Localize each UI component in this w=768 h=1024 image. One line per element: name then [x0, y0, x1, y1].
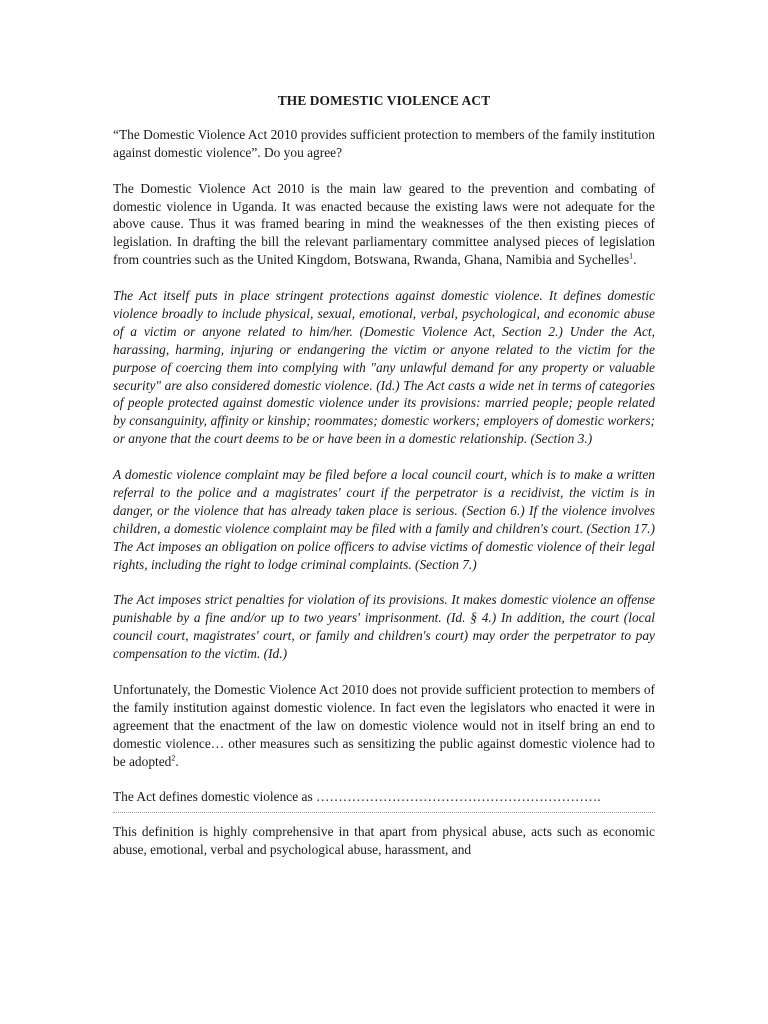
unfortunately-paragraph: [113, 681, 655, 771]
definition-line: The Act defines domestic violence as ……………………………………………………….: [113, 789, 601, 805]
intro-text: The Domestic Violence Act 2010 is the main law geared to the prevention and combating of domestic violence in Uganda. It was enacted because the existing laws were not adequate for the above cause. Thus it was framed bearing in mind the weaknesses of the then existing pieces of legislation. In drafting the bill the relevant parliamentary committee analysed pieces of legislation from countries such as the United Kingdom, Botswana, Rwanda, Ghana, Namibia and Sychelles: [113, 180, 655, 268]
document-title: THE DOMESTIC VIOLENCE ACT: [277, 93, 491, 108]
intro-end: .: [633, 252, 637, 268]
dotted-fill-line: [113, 812, 655, 813]
complaint-paragraph: A domestic violence complaint may be filed before a local council court, which is to make a written referral to the police and a magistrates' court if the perpetrator is a recidivist, the victim is in danger, or the violence that has already taken place is serious. (Section 6.) If the violence involves children, a domestic violence complaint may be filed with a family and children's court. (Section 17.) The Act imposes an obligation on police officers to advise victims of domestic violence of their legal rights, including the right to lodge criminal complaints. (Section 7.): [113, 467, 655, 572]
document-page: [113, 92, 655, 877]
unfortunately-end: .: [175, 753, 179, 769]
footnote-marker-1: 1: [629, 251, 634, 261]
protections-paragraph: The Act itself puts in place stringent protections against domestic violence. It defines domestic violence broadly to include physical, sexual, emotional, verbal, psychological, and economic abuse of a victim or anyone related to him/her. (Domestic Violence Act, Section 2.) Under the Act, harassing, harming, injuring or endangering the victim or anyone related to the victim for the purpose of coercing them into complying with "any unlawful demand for any property or valuable security" are also considered domestic violence. (Id.) The Act casts a wide net in terms of categories of people protected against domestic violence under its provisions: married people; people related by consanguinity, affinity or kinship; roommates; domestic workers; employers of domestic workers; or anyone that the court deems to be or have been in a domestic relationship. (Section 3.): [113, 288, 655, 447]
intro-paragraph: [113, 180, 655, 270]
essay-question: “The Domestic Violence Act 2010 provides sufficient protection to members of the family institution against domestic violence”. Do you agree?: [113, 126, 655, 160]
footnote-marker-2: 2: [171, 753, 176, 763]
penalties-paragraph: The Act imposes strict penalties for violation of its provisions. It makes domestic violence an offense punishable by a fine and/or up to two years' imprisonment. (Id. § 4.) In addition, the court (local council court, magistrates' court, or family and children's court) may order the perpetrator to pay compensation to the victim. (Id.): [113, 592, 655, 662]
definition-paragraph: This definition is highly comprehensive in that apart from physical abuse, acts such as economic abuse, emotional, verbal and psychological abuse, harassment, and: [113, 824, 655, 858]
unfortunately-text: Unfortunately, the Domestic Violence Act 2010 does not provide sufficient protection to members of the family institution against domestic violence. In fact even the legislators who enacted it were in agreement that the enactment of the law on domestic violence would not in itself bring an end to domestic violence… other measures such as sensitizing the public against domestic violence had to be adopted: [113, 681, 655, 769]
